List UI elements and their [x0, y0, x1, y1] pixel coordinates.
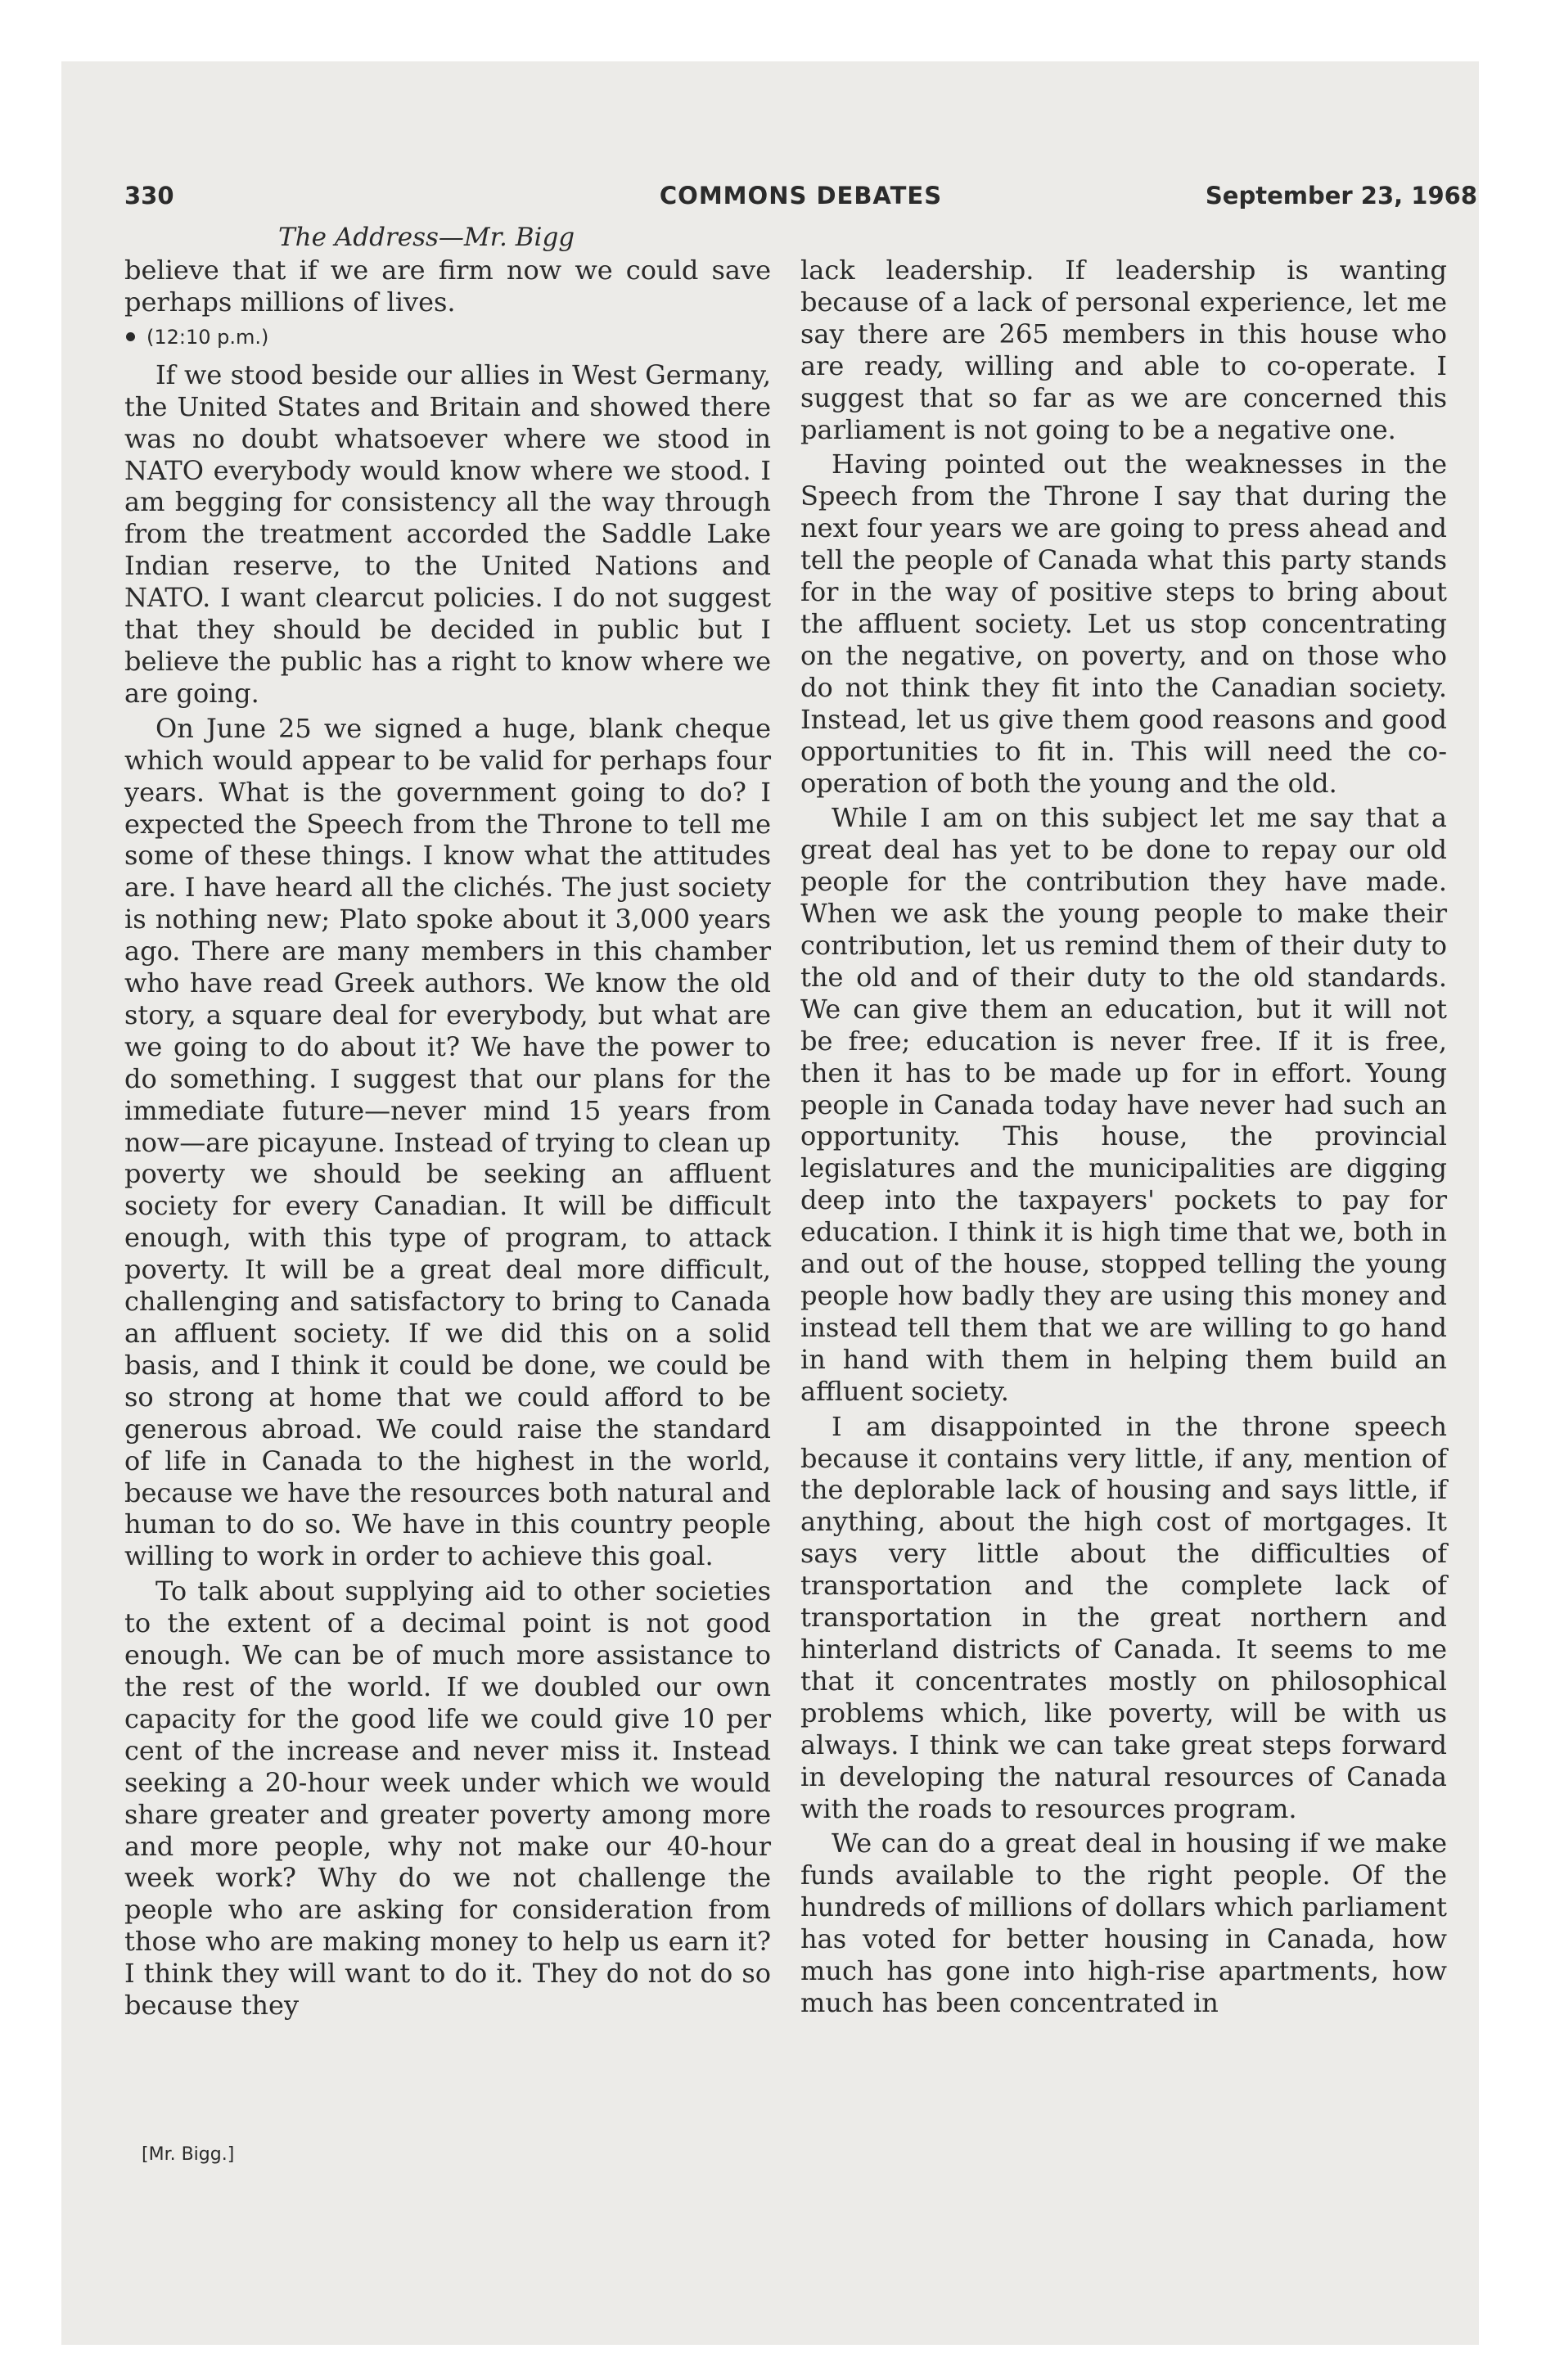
left-column	[124, 255, 771, 2025]
paragraph: To talk about supplying aid to other societies to the extent of a decimal point is not good enough. We can be of much more assistance to the rest of the world. If we doubled our own capacity for the good life we could give 10 per cent of the increase and never miss it. Instead seeking a 20-hour week under which we would share greater and greater poverty among more and more people, why not make our 40-hour week work? Why do we not challenge the people who are asking for consideration from those who are making money to help us earn it? I think they will want to do it. They do not do so because they	[124, 1575, 771, 2022]
right-column	[800, 255, 1447, 2022]
paragraph: We can do a great deal in housing if we make funds available to the right people. Of the hundreds of millions of dollars which parliament has voted for better housing in Canada, how much has gone into high-rise apartments, how much has been concentrated in	[800, 1828, 1447, 2018]
time-marker-text: (12:10 p.m.)	[146, 325, 269, 349]
speaker-tag: [Mr. Bigg.]	[142, 2144, 235, 2165]
running-head: The Address—Mr. Bigg	[278, 223, 575, 252]
paragraph: believe that if we are firm now we could save perhaps millions of lives.	[124, 255, 771, 318]
page-number: 330	[124, 182, 174, 210]
paragraph: Having pointed out the weaknesses in the Speech from the Throne I say that during the next four years we are going to press ahead and tell the people of Canada what this party stands for in the way of positive steps to bring about the affluent society. Let us stop concentrating on the negative, on poverty, and on those who do not think they fit into the Canadian society. Instead, let us give them good reasons and good opportunities to fit in. This will need the co-operation of both the young and the old.	[800, 449, 1447, 799]
paragraph: On June 25 we signed a huge, blank cheque which would appear to be valid for perhaps four years. What is the government going to do? I expected the Speech from the Throne to tell me some of these things. I know what the attitudes are. I have heard all the clichés. The just society is nothing new; Plato spoke about it 3,000 years ago. There are many members in this chamber who have read Greek authors. We know the old story, a square deal for everybody, but what are we going to do about it? We have the power to do something. I suggest that our plans for the immediate future—never mind 15 years from now—are picayune. Instead of trying to clean up poverty we should be seeking an affluent society for every Canadian. It will be difficult enough, with this type of program, to attack poverty. It will be a great deal more difficult, challenging and satisfactory to bring to Canada an affluent society. If we did this on a solid basis, and I think it could be done, we could be so strong at home that we could afford to be generous abroad. We could raise the standard of life in Canada to the highest in the world, because we have the resources both natural and human to do so. We have in this country people willing to work in order to achieve this goal.	[124, 712, 771, 1572]
bullet-icon	[126, 332, 135, 341]
paragraph: lack leadership. If leadership is wanting because of a lack of personal experience, let me say there are 265 members in this house who are ready, willing and able to co-operate. I suggest that so far as we are concerned this parliament is not going to be a negative one.	[800, 255, 1447, 445]
paragraph: I am disappointed in the throne speech because it contains very little, if any, mention of the deplorable lack of housing and says little, if anything, about the high cost of mortgages. It says very little about the difficulties of transportation and the complete lack of transportation in the great northern and hinterland districts of Canada. It seems to me that it concentrates mostly on philosophical problems which, like poverty, will be with us always. I think we can take great steps forward in developing the natural resources of Canada with the roads to resources program.	[800, 1410, 1447, 1824]
page-header	[124, 182, 1477, 214]
issue-date: September 23, 1968	[1205, 182, 1477, 210]
publication-title: COMMONS DEBATES	[659, 182, 943, 210]
paragraph: While I am on this subject let me say that a great deal has yet to be done to repay our old people for the contribution they have made. When we ask the young people to make their contribution, let us remind them of their duty to the old and of their duty to the old standards. We can give them an education, but it will not be free; education is never free. If it is free, then it has to be made up for in effort. Young people in Canada today have never had such an opportunity. This house, the provincial legislatures and the municipalities are digging deep into the taxpayers' pockets to pay for education. I think it is high time that we, both in and out of the house, stopped telling the young people how badly they are using this money and instead tell them that we are willing to go hand in hand with them in helping them build an affluent society.	[800, 802, 1447, 1407]
paragraph: If we stood beside our allies in West Germany, the United States and Britain and showed there was no doubt whatsoever where we stood in NATO everybody would know where we stood. I am begging for consistency all the way through from the treatment accorded the Saddle Lake Indian reserve, to the United Nations and NATO. I want clearcut policies. I do not suggest that they should be decided in public but I believe the public has a right to know where we are going.	[124, 358, 771, 709]
time-marker	[124, 323, 771, 351]
